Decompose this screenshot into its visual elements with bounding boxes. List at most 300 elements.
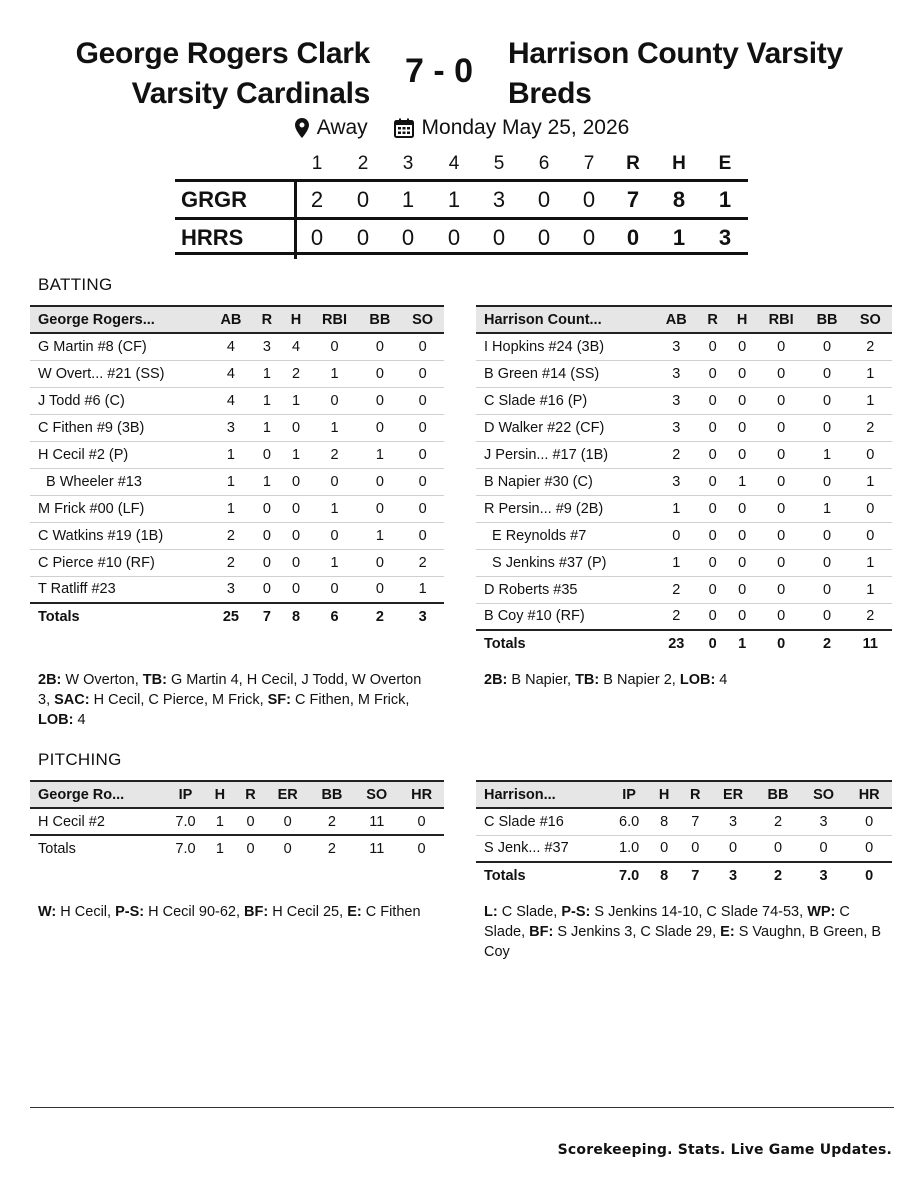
total-cell: 6 [311, 603, 359, 630]
stat-cell: 0 [359, 333, 402, 360]
runs-total: 0 [626, 225, 640, 250]
inning-label: 2 [357, 153, 369, 174]
note-label: WP: [807, 904, 836, 920]
date-text: Monday May 25, 2026 [421, 116, 630, 139]
date-info [394, 116, 630, 140]
total-cell: 25 [210, 603, 253, 630]
stat-cell: 0 [359, 495, 402, 522]
total-cell: 2 [359, 603, 402, 630]
footer-divider [30, 1107, 894, 1108]
runs-label: R [626, 153, 640, 174]
inning-label: 3 [402, 153, 414, 174]
stat-cell: 0 [757, 522, 806, 549]
table-row [30, 468, 444, 495]
stat-cell: 2 [849, 414, 892, 441]
stat-cell: 7.0 [166, 808, 204, 835]
table-row [476, 441, 892, 468]
note-text: H Cecil, [56, 904, 116, 920]
total-cell: 11 [849, 630, 892, 657]
team-name-header: Harrison... [476, 781, 610, 808]
note-label: SF: [267, 692, 291, 708]
inning-label: 7 [583, 153, 595, 174]
player-name: H Cecil #2 [30, 808, 166, 835]
stat-cell: 1 [311, 495, 359, 522]
note-text: 4 [715, 672, 728, 688]
table-header-row [476, 781, 892, 808]
stat-cell: 6.0 [610, 808, 649, 835]
stat-cell: 1 [281, 387, 310, 414]
stat-cell: 0 [401, 387, 444, 414]
stat-cell: 0 [727, 360, 757, 387]
player-name: B Coy #10 (RF) [476, 603, 655, 630]
player-name: C Watkins #19 (1B) [30, 522, 210, 549]
stat-cell: 0 [727, 414, 757, 441]
stat-cell: 1 [205, 808, 236, 835]
table-row [476, 414, 892, 441]
column-header: RBI [757, 306, 806, 333]
note-label: LOB: [679, 672, 716, 688]
stat-cell: 0 [281, 576, 310, 603]
stat-cell: 0 [281, 468, 310, 495]
stat-cell: 0 [252, 441, 281, 468]
player-name: S Jenk... #37 [476, 835, 610, 862]
note-label: P-S: [561, 904, 591, 920]
stat-cell: 1 [311, 360, 359, 387]
player-name: B Wheeler #13 [30, 468, 210, 495]
stat-cell: 7 [680, 808, 711, 835]
stat-cell: 3 [801, 808, 847, 835]
stat-cell: 1 [281, 441, 310, 468]
stat-cell: 0 [757, 495, 806, 522]
stat-cell: 2 [210, 549, 253, 576]
stat-cell: 0 [805, 576, 848, 603]
stat-cell: 2 [401, 549, 444, 576]
total-cell: 2 [755, 862, 801, 889]
note-text: C Fithen [361, 904, 421, 920]
note-text: G Martin 4, H Cecil, J Todd, W Overton 3, [38, 672, 422, 708]
stat-cell: 1 [849, 387, 892, 414]
stat-cell: 0 [698, 333, 728, 360]
table-row [30, 441, 444, 468]
stat-cell: 3 [655, 360, 698, 387]
stat-cell: 0 [401, 468, 444, 495]
totals-row [476, 630, 892, 657]
player-name: D Roberts #35 [476, 576, 655, 603]
inning-score: 0 [356, 225, 370, 250]
inning-score: 0 [447, 225, 461, 250]
table-row [476, 387, 892, 414]
stat-cell: 3 [655, 333, 698, 360]
note-text: B Napier, [507, 672, 576, 688]
stat-cell: 0 [698, 414, 728, 441]
batting-notes-home [38, 670, 428, 730]
player-name: W Overt... #21 (SS) [30, 360, 210, 387]
table-header-row [30, 306, 444, 333]
stat-cell: 8 [649, 808, 680, 835]
column-header: SO [849, 306, 892, 333]
stat-cell: 0 [655, 522, 698, 549]
home-team-name [76, 34, 370, 114]
stat-cell: 2 [311, 441, 359, 468]
column-header: H [281, 306, 310, 333]
stat-cell: 0 [698, 441, 728, 468]
stat-cell: 0 [805, 549, 848, 576]
stat-cell: 1 [252, 360, 281, 387]
note-label: E: [720, 924, 735, 940]
stat-cell: 1 [655, 495, 698, 522]
stat-cell: 11 [354, 808, 399, 835]
note-label: 2B: [484, 672, 508, 688]
inning-label: 4 [448, 153, 460, 174]
player-name: D Walker #22 (CF) [476, 414, 655, 441]
stat-cell: 0 [698, 387, 728, 414]
table-row [30, 387, 444, 414]
pitching-table-home [30, 780, 444, 862]
stat-cell: 0 [801, 835, 847, 862]
column-header: AB [210, 306, 253, 333]
stat-cell: 4 [281, 333, 310, 360]
player-name: B Green #14 (SS) [476, 360, 655, 387]
note-label: E: [347, 904, 362, 920]
stat-cell: 0 [252, 522, 281, 549]
hits-label: H [672, 153, 686, 174]
batting-notes-away [484, 670, 884, 690]
footer-tagline: Scorekeeping. Stats. Live Game Updates. [557, 1142, 892, 1158]
stat-cell: 0 [727, 576, 757, 603]
stat-cell: 0 [311, 522, 359, 549]
player-name: M Frick #00 (LF) [30, 495, 210, 522]
linescore [175, 153, 748, 255]
player-name: C Slade #16 (P) [476, 387, 655, 414]
stat-cell: 0 [311, 387, 359, 414]
stat-cell: 2 [655, 603, 698, 630]
stat-cell: 2 [281, 360, 310, 387]
stat-cell: 0 [359, 360, 402, 387]
stat-cell: 0 [698, 468, 728, 495]
note-label: 2B: [38, 672, 62, 688]
totals-label: Totals [476, 630, 655, 657]
total-cell: 7 [252, 603, 281, 630]
stat-cell: 0 [401, 522, 444, 549]
linescore-row-away [175, 217, 748, 255]
stat-cell: 0 [727, 387, 757, 414]
column-header: SO [354, 781, 399, 808]
stat-cell: 1 [849, 360, 892, 387]
total-cell: 3 [401, 603, 444, 630]
inning-score: 2 [310, 187, 324, 212]
table-row [476, 576, 892, 603]
stat-cell: 0 [401, 333, 444, 360]
linescore-row-home [175, 179, 748, 217]
stat-cell: 0 [281, 414, 310, 441]
stat-cell: 0 [401, 414, 444, 441]
stat-cell: 0 [698, 549, 728, 576]
table-row [476, 468, 892, 495]
stat-cell: 1 [655, 549, 698, 576]
column-header: SO [801, 781, 847, 808]
hits-total: 1 [672, 225, 686, 250]
stat-cell: 3 [711, 808, 755, 835]
stat-cell: 0 [359, 468, 402, 495]
total-cell: 23 [655, 630, 698, 657]
stat-cell: 1 [210, 441, 253, 468]
stat-cell: 0 [649, 835, 680, 862]
stat-cell: 4 [210, 360, 253, 387]
stat-cell: 1 [727, 468, 757, 495]
column-header: BB [310, 781, 355, 808]
stat-cell: 0 [727, 549, 757, 576]
stat-cell: 0 [849, 522, 892, 549]
column-header: R [680, 781, 711, 808]
stat-cell: 1 [359, 522, 402, 549]
errors-label: E [718, 153, 732, 174]
player-name: T Ratliff #23 [30, 576, 210, 603]
team-name-header: George Rogers... [30, 306, 210, 333]
stat-cell: 1 [252, 468, 281, 495]
table-row [476, 522, 892, 549]
map-pin-icon [295, 118, 309, 138]
note-text: C Slade, [484, 904, 850, 940]
stat-cell: 0 [805, 468, 848, 495]
stat-cell: 0 [252, 576, 281, 603]
player-name: I Hopkins #24 (3B) [476, 333, 655, 360]
total-cell: 1 [727, 630, 757, 657]
stat-cell: 0 [359, 576, 402, 603]
stat-cell: 0 [399, 808, 444, 835]
stat-cell: 0 [311, 468, 359, 495]
table-row [30, 576, 444, 603]
stat-cell: 1 [849, 468, 892, 495]
total-cell: 0 [698, 630, 728, 657]
stat-cell: 1 [311, 549, 359, 576]
errors-total: 3 [718, 225, 732, 250]
totals-label: Totals [30, 835, 166, 862]
linescore-header [175, 153, 748, 179]
pitching-table-away [476, 780, 892, 889]
note-text: H Cecil 25, [268, 904, 348, 920]
stat-cell: 0 [755, 835, 801, 862]
away-team-name [508, 34, 843, 114]
total-cell: 0 [235, 835, 266, 862]
note-text: S Vaughn, B Green, B Coy [484, 924, 882, 960]
stat-cell: 0 [359, 387, 402, 414]
stat-cell: 0 [805, 414, 848, 441]
player-name: C Slade #16 [476, 808, 610, 835]
home-team-line1: George Rogers Clark [75, 37, 370, 70]
stat-cell: 0 [401, 360, 444, 387]
calendar-icon [394, 118, 414, 138]
note-label: TB: [142, 672, 167, 688]
table-row [30, 333, 444, 360]
table-row [476, 360, 892, 387]
location-info [295, 116, 368, 140]
stat-cell: 2 [655, 576, 698, 603]
inning-score: 0 [537, 187, 551, 212]
table-row [476, 549, 892, 576]
total-cell: 0 [266, 835, 310, 862]
note-text: H Cecil 90-62, [144, 904, 245, 920]
table-row [30, 414, 444, 441]
total-cell: 0 [757, 630, 806, 657]
stat-cell: 0 [401, 495, 444, 522]
totals-row [30, 835, 444, 862]
player-name: C Pierce #10 (RF) [30, 549, 210, 576]
stat-cell: 0 [757, 414, 806, 441]
stat-cell: 1 [805, 495, 848, 522]
table-header-row [30, 781, 444, 808]
away-team-line1: Harrison County Varsity [508, 37, 843, 70]
stat-cell: 2 [849, 333, 892, 360]
player-name: R Persin... #9 (2B) [476, 495, 655, 522]
totals-label: Totals [476, 862, 610, 889]
column-header: ER [266, 781, 310, 808]
stat-cell: 0 [235, 808, 266, 835]
column-header: HR [399, 781, 444, 808]
inning-score: 0 [537, 225, 551, 250]
stat-cell: 1.0 [610, 835, 649, 862]
stat-cell: 0 [266, 808, 310, 835]
stat-cell: 0 [311, 576, 359, 603]
total-cell: 7.0 [166, 835, 204, 862]
stat-cell: 0 [846, 835, 892, 862]
stat-cell: 0 [727, 333, 757, 360]
stat-cell: 1 [210, 468, 253, 495]
table-row [30, 522, 444, 549]
stat-cell: 1 [252, 414, 281, 441]
home-team-line2: Varsity Cardinals [131, 77, 370, 110]
stat-cell: 0 [805, 333, 848, 360]
column-header: H [205, 781, 236, 808]
totals-row [476, 862, 892, 889]
inning-score: 0 [356, 187, 370, 212]
note-text: W Overton, [61, 672, 143, 688]
inning-score: 0 [401, 225, 415, 250]
pitching-notes-home [38, 902, 428, 922]
stat-cell: 2 [655, 441, 698, 468]
stat-cell: 0 [698, 522, 728, 549]
stat-cell: 0 [281, 495, 310, 522]
note-label: W: [38, 904, 57, 920]
table-row [476, 808, 892, 835]
player-name: J Persin... #17 (1B) [476, 441, 655, 468]
batting-table-home [30, 305, 444, 630]
game-meta [0, 116, 924, 146]
stat-cell: 1 [210, 495, 253, 522]
stat-cell: 2 [755, 808, 801, 835]
column-header: HR [846, 781, 892, 808]
stat-cell: 0 [757, 333, 806, 360]
column-header: AB [655, 306, 698, 333]
note-text: S Jenkins 14-10, C Slade 74-53, [590, 904, 808, 920]
stat-cell: 0 [757, 360, 806, 387]
stat-cell: 3 [210, 414, 253, 441]
table-row [30, 808, 444, 835]
batting-section-title: BATTING [38, 275, 113, 294]
column-header: BB [755, 781, 801, 808]
note-label: P-S: [115, 904, 145, 920]
stat-cell: 0 [805, 522, 848, 549]
totals-label: Totals [30, 603, 210, 630]
column-header: ER [711, 781, 755, 808]
stat-cell: 0 [757, 387, 806, 414]
hits-total: 8 [672, 187, 686, 212]
player-name: C Fithen #9 (3B) [30, 414, 210, 441]
player-name: E Reynolds #7 [476, 522, 655, 549]
team-abbr: HRRS [181, 225, 244, 250]
player-name: J Todd #6 (C) [30, 387, 210, 414]
total-cell: 0 [846, 862, 892, 889]
column-header: H [649, 781, 680, 808]
stat-cell: 0 [252, 495, 281, 522]
inning-score: 1 [447, 187, 461, 212]
note-text: C Fithen, M Frick, [290, 692, 410, 708]
stat-cell: 0 [698, 495, 728, 522]
stat-cell: 3 [252, 333, 281, 360]
column-header: IP [610, 781, 649, 808]
column-header: SO [401, 306, 444, 333]
stat-cell: 1 [805, 441, 848, 468]
table-row [30, 549, 444, 576]
total-cell: 8 [281, 603, 310, 630]
note-text: 4 [73, 712, 86, 728]
inning-label: 5 [493, 153, 505, 174]
stat-cell: 1 [311, 414, 359, 441]
stat-cell: 0 [359, 414, 402, 441]
stat-cell: 3 [655, 468, 698, 495]
column-header: RBI [311, 306, 359, 333]
stat-cell: 0 [401, 441, 444, 468]
note-label: SAC: [54, 692, 90, 708]
total-cell: 8 [649, 862, 680, 889]
stat-cell: 1 [252, 387, 281, 414]
stat-cell: 0 [698, 576, 728, 603]
inning-score: 1 [401, 187, 415, 212]
game-header [0, 30, 924, 112]
stat-cell: 0 [680, 835, 711, 862]
note-text: B Napier 2, [599, 672, 680, 688]
note-text: C Slade, [497, 904, 562, 920]
stat-cell: 0 [757, 468, 806, 495]
stat-cell: 0 [698, 360, 728, 387]
stat-cell: 0 [849, 495, 892, 522]
totals-row [30, 603, 444, 630]
total-cell: 7.0 [610, 862, 649, 889]
stat-cell: 0 [757, 549, 806, 576]
table-row [476, 835, 892, 862]
errors-total: 1 [718, 187, 732, 212]
total-cell: 7 [680, 862, 711, 889]
inning-score: 0 [582, 225, 596, 250]
note-text: S Jenkins 3, C Slade 29, [553, 924, 721, 940]
pitching-notes-away [484, 902, 888, 962]
column-header: BB [805, 306, 848, 333]
column-header: R [252, 306, 281, 333]
stat-cell: 0 [311, 333, 359, 360]
player-name: H Cecil #2 (P) [30, 441, 210, 468]
note-label: LOB: [38, 712, 74, 728]
stat-cell: 1 [849, 549, 892, 576]
note-label: L: [484, 904, 498, 920]
stat-cell: 1 [849, 576, 892, 603]
stat-cell: 3 [210, 576, 253, 603]
inning-score: 0 [582, 187, 596, 212]
table-row [30, 495, 444, 522]
stat-cell: 0 [698, 603, 728, 630]
inning-label: 6 [538, 153, 550, 174]
stat-cell: 1 [359, 441, 402, 468]
team-name-header: George Ro... [30, 781, 166, 808]
column-header: R [235, 781, 266, 808]
